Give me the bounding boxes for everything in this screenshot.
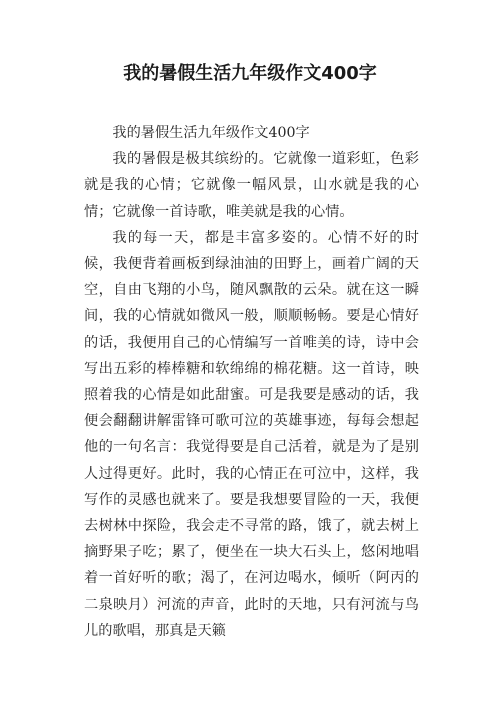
paragraph-main: 我的每一天，都是丰富多姿的。心情不好的时候，我便背着画板到绿油油的田野上，画着广阔的天空，自由飞翔的小鸟，随风飘散的云朵。就在这一瞬间，我的心情就如微风一般，顺顺畅畅。要是心情好的话，我便用自己的心情编写一首唯美的诗，诗中会写出五彩的棒棒糖和软绵绵的棉花糖。这一首诗，映照着我的心情是如此甜蜜。可是我要是感动的话，我便会翻翻讲解雷锋可歌可泣的英雄事迹，每每会想起他的一句名言：我觉得要是自己活着，就是为了是别人过得更好。此时，我的心情正在可泣中，这样，我写作的灵感也就来了。要是我想要冒险的一天，我便去树林中探险，我会走不寻常的路，饿了，就去树上摘野果子吃；累了，便坐在一块大石头上，悠闲地唱着一首好听的歌；渴了，在河边喝水，倾听（阿丙的二泉映月）河流的声音，此时的天地，只有河流与鸟儿的歌唱，那真是天籁	[84, 229, 419, 639]
document-title: 我的暑假生活九年级作文400字	[123, 63, 377, 84]
document-body	[84, 120, 419, 644]
paragraph-intro: 我的暑假是极其缤纷的。它就像一道彩虹，色彩就是我的心情；它就像一幅风景，山水就是我的心情；它就像一首诗歌，唯美就是我的心情。	[84, 151, 419, 220]
paragraph-subtitle: 我的暑假生活九年级作文400字	[112, 125, 310, 141]
